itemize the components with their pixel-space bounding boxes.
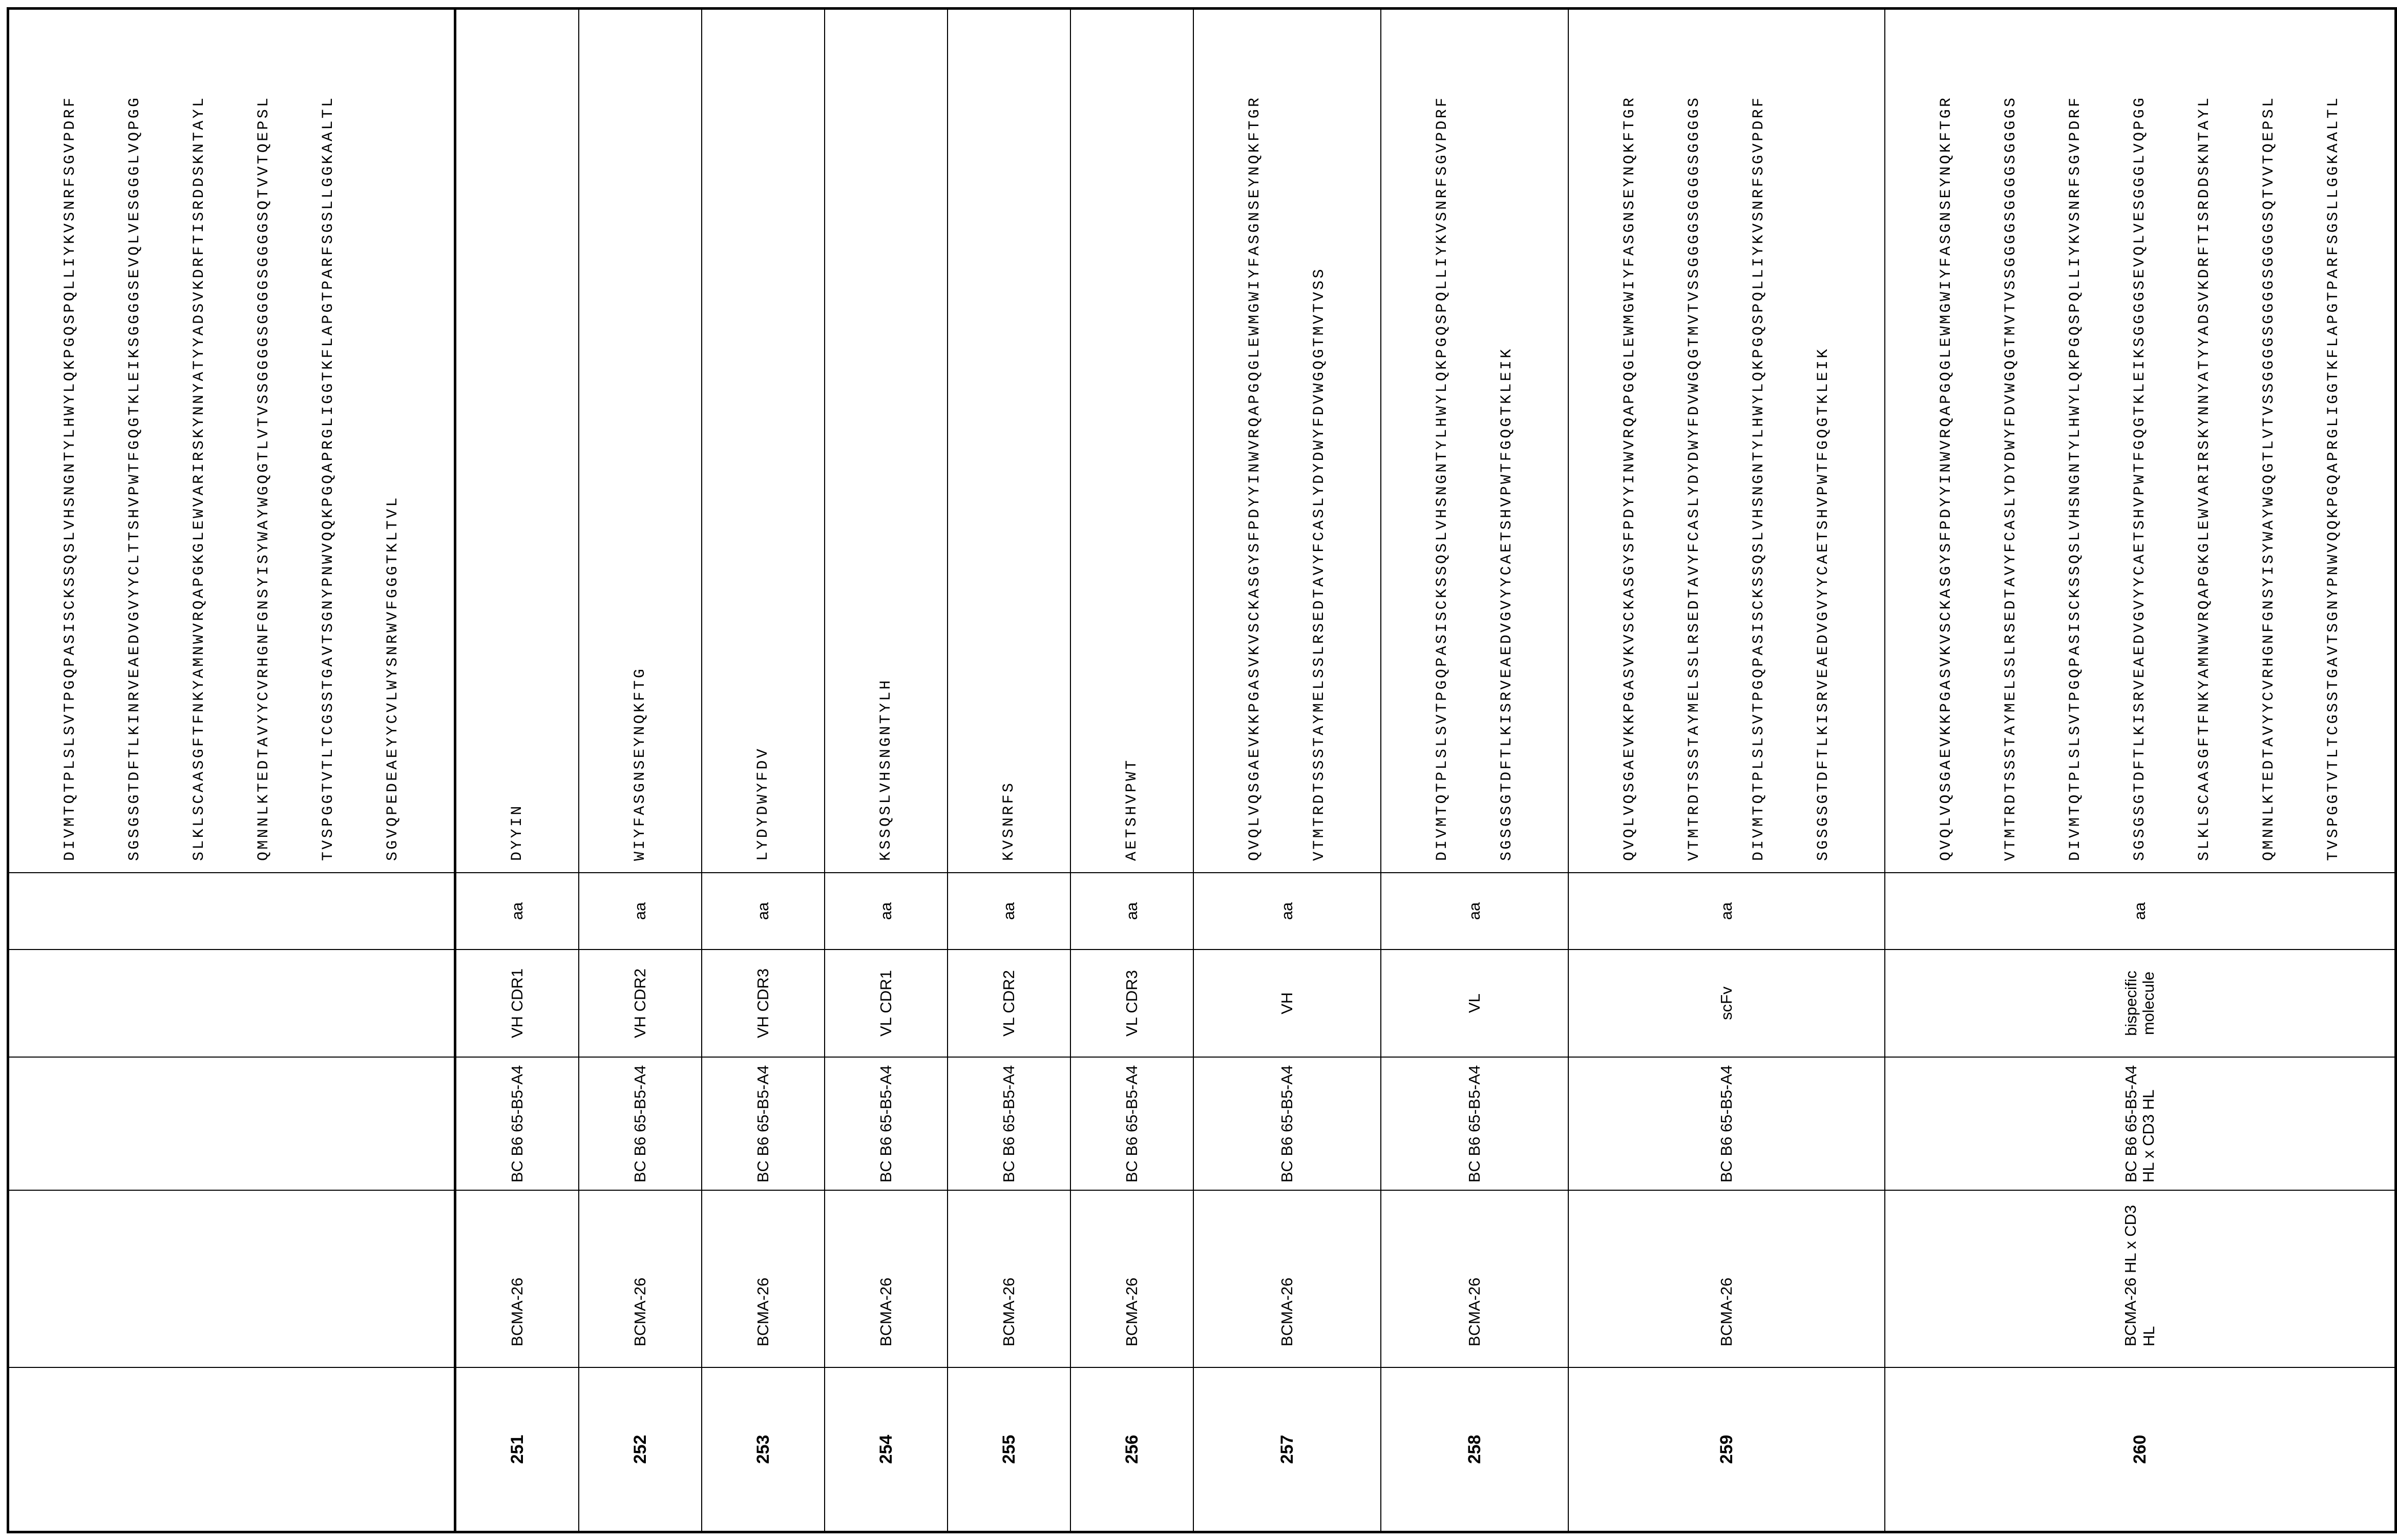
sequence-cell [8,9,455,873]
sequence-line: TVSPGGTVTLTCGSSTGAVTSGNYPNWVQQKPGQAPRGLIGGTKFLAPGTPARFSGSLLGGKAALTL [320,95,337,861]
source-cell: BC B6 65-B5-A4 [1193,1057,1381,1190]
table-row [1885,9,2396,1532]
sequence-line: QVQLVQSGAEVKKPGASVKVSCKASGYSFPDYYINWVRQAPGQGLEWMGWIYFASGNSEYNQKFTGR [1621,95,1638,861]
sequence-cell [455,9,579,873]
seq-id-cell: 260 [1885,1367,2396,1532]
unit-cell: aa [702,873,825,950]
sequence-line: LYDYDWYFDV [754,746,772,861]
sequence-line: DIVMTQTPLSLSVTPGQPASISCKSSQSLVHSNGNTYLHWYLQKPGQSPQLLIYKVSNRFSGVPDRF [2067,95,2084,861]
sequence-cell [825,9,948,873]
format-cell: VL CDR3 [1070,950,1193,1057]
molecule-name-cell: BCMA-26 [702,1190,825,1367]
sequence-line: KSSQSLVHSNGNTYLH [877,678,895,861]
sequence-line: SGSGSGTDFTLKISRVEAEDVGVYYCAETSHVPWTFGQGTKLEIKSGGGGSEVQLVESGGGLVQPGG [2131,95,2149,861]
source-cell: BC B6 65-B5-A4 [825,1057,948,1190]
sequence-line: DIVMTQTPLSLSVTPGQPASISCKSSQSLVHSNGNTYLHWYLQKPGQSPQLLIYKVSNRFSGVPDRF [1750,95,1768,861]
sequence-cell [1885,9,2396,873]
format-cell [8,950,455,1057]
seq-id-cell: 253 [702,1367,825,1532]
seq-id-cell [8,1367,455,1532]
unit-cell: aa [1381,873,1568,950]
molecule-name-cell: BCMA-26 [948,1190,1070,1367]
sequence-cell [702,9,825,873]
unit-cell: aa [455,873,579,950]
table-row [1568,9,1885,1532]
sequence-line: VTMTRDTSSSTAYMELSSLRSEDTAVYFCASLYDYDWYFDVWGQGTMVTVSSGGGGSGGGGSGGGGS [2002,95,2020,861]
table-row [702,9,825,1532]
source-cell: BC B6 65-B5-A4 [1568,1057,1885,1190]
sequence-line: SGSGSGTDFTLKISRVEAEDVGVYYCAETSHVPWTFGQGTKLEIK [1815,347,1832,861]
sequence-table [7,7,2397,1533]
table-row [825,9,948,1532]
source-cell: BC B6 65-B5-A4 [1381,1057,1568,1190]
sequence-cell [579,9,702,873]
unit-cell: aa [579,873,702,950]
format-cell: bispecific molecule [1885,950,2396,1057]
sequence-line: SGSGSGTDFTLKINRVEAEDVGVYYCLTTSHVPWTFGQGTKLEIKSGGGGSEVQLVESGGGLVQPGG [126,95,143,861]
molecule-name-cell: BCMA-26 HL x CD3 HL [1885,1190,2396,1367]
seq-id-cell: 256 [1070,1367,1193,1532]
source-cell: BC B6 65-B5-A4 [702,1057,825,1190]
table-row-continuation [8,9,455,1532]
source-cell: BC B6 65-B5-A4 [948,1057,1070,1190]
table-row [1070,9,1193,1532]
seq-id-cell: 257 [1193,1367,1381,1532]
sequence-line: DIVMTQTPLSLSVTPGQPASISCKSSQSLVHSNGNTYLHWYLQKPGQSPQLLIYKVSNRFSGVPDRF [1434,95,1451,861]
sequence-line: SLKLSCAASGFTFNKYAMNWVRQAPGKGLEWVARIRSKYNNYATYYADSVKDRFTISRDDSKNTAYL [2196,95,2213,861]
format-cell: VH [1193,950,1381,1057]
format-cell: VH CDR1 [455,950,579,1057]
format-cell: VL CDR2 [948,950,1070,1057]
sequence-line: VTMTRDTSSSTAYMELSSLRSEDTAVYFCASLYDYDWYFDVWGQGTMVTVSS [1311,267,1328,861]
molecule-name-cell: BCMA-26 [825,1190,948,1367]
sequence-line: QMNNLKTEDTAVYYCVRHGNFGNSYISYWAYWGQGTLVTVSSGGGGSGGGGSGGGGSQTVVTQEPSL [255,95,272,861]
sequence-cell [1070,9,1193,873]
format-cell: VL [1381,950,1568,1057]
molecule-name-cell: BCMA-26 [1568,1190,1885,1367]
format-cell: VL CDR1 [825,950,948,1057]
source-cell: BC B6 65-B5-A4 [579,1057,702,1190]
unit-cell: aa [1070,873,1193,950]
sequence-line: TVSPGGTVTLTCGSSTGAVTSGNYPNWVQQKPGQAPRGLIGGTKFLAPGTPARFSGSLLGGKAALTL [2325,95,2342,861]
molecule-name-cell: BCMA-26 [1381,1190,1568,1367]
molecule-name-cell [8,1190,455,1367]
table-row [1381,9,1568,1532]
sequence-line: QVQLVQSGAEVKKPGASVKVSCKASGYSFPDYYINWVRQAPGQGLEWMGWIYFASGNSEYNQKFTGR [1246,95,1264,861]
sequence-line: VTMTRDTSSSTAYMELSSLRSEDTAVYFCASLYDYDWYFDVWGQGTMVTVSSGGGGSGGGGSGGGGS [1686,95,1703,861]
sequence-cell [1193,9,1381,873]
seq-id-cell: 258 [1381,1367,1568,1532]
table-row [455,9,579,1532]
sequence-line: KVSNRFS [1000,780,1018,861]
table-row [948,9,1070,1532]
unit-cell: aa [948,873,1070,950]
sequence-line: DIVMTQTPLSLSVTPGQPASISCKSSQSLVHSNGNTYLHWYLQKPGQSPQLLIYKVSNRFSGVPDRF [61,95,79,861]
sequence-line: SGVQPEDEAEYYCVLWYSNRWVFGGGTKLTVL [384,495,402,861]
seq-id-cell: 251 [455,1367,579,1532]
format-cell: scFv [1568,950,1885,1057]
unit-cell: aa [825,873,948,950]
source-cell: BC B6 65-B5-A4 [455,1057,579,1190]
table-row [579,9,702,1532]
source-cell: BC B6 65-B5-A4 [1070,1057,1193,1190]
molecule-name-cell: BCMA-26 [579,1190,702,1367]
sequence-line: QVQLVQSGAEVKKPGASVKVSCKASGYSFPDYYINWVRQAPGQGLEWMGWIYFASGNSEYNQKFTGR [1938,95,1955,861]
unit-cell: aa [1885,873,2396,950]
sequence-cell [948,9,1070,873]
seq-id-cell: 259 [1568,1367,1885,1532]
unit-cell [8,873,455,950]
unit-cell: aa [1193,873,1381,950]
source-cell [8,1057,455,1190]
sequence-cell [1568,9,1885,873]
molecule-name-cell: BCMA-26 [455,1190,579,1367]
seq-id-cell: 255 [948,1367,1070,1532]
sequence-line: QMNNLKTEDTAVYYCVRHGNFGNSYISYWAYWGQGTLVTVSSGGGGSGGGGSGGGGSQTVVTQEPSL [2260,95,2278,861]
source-cell: BC B6 65-B5-A4 HL x CD3 HL [1885,1057,2396,1190]
sequence-line: DYYIN [509,804,526,861]
seq-id-cell: 252 [579,1367,702,1532]
sequence-line: AETSHVPWT [1123,758,1141,861]
format-cell: VH CDR3 [702,950,825,1057]
sequence-line: WIYFASGNSEYNQKFTG [632,666,649,861]
molecule-name-cell: BCMA-26 [1070,1190,1193,1367]
seq-id-cell: 254 [825,1367,948,1532]
sequence-line: SLKLSCAASGFTFNKYAMNWVRQAPGKGLEWVARIRSKYNNYATYYADSVKDRFTISRDDSKNTAYL [191,95,208,861]
format-cell: VH CDR2 [579,950,702,1057]
unit-cell: aa [1568,873,1885,950]
sequence-cell [1381,9,1568,873]
table-row [1193,9,1381,1532]
sequence-line: SGSGSGTDFTLKISRVEAEDVGVYYCAETSHVPWTFGQGTKLEIK [1498,347,1516,861]
molecule-name-cell: BCMA-26 [1193,1190,1381,1367]
